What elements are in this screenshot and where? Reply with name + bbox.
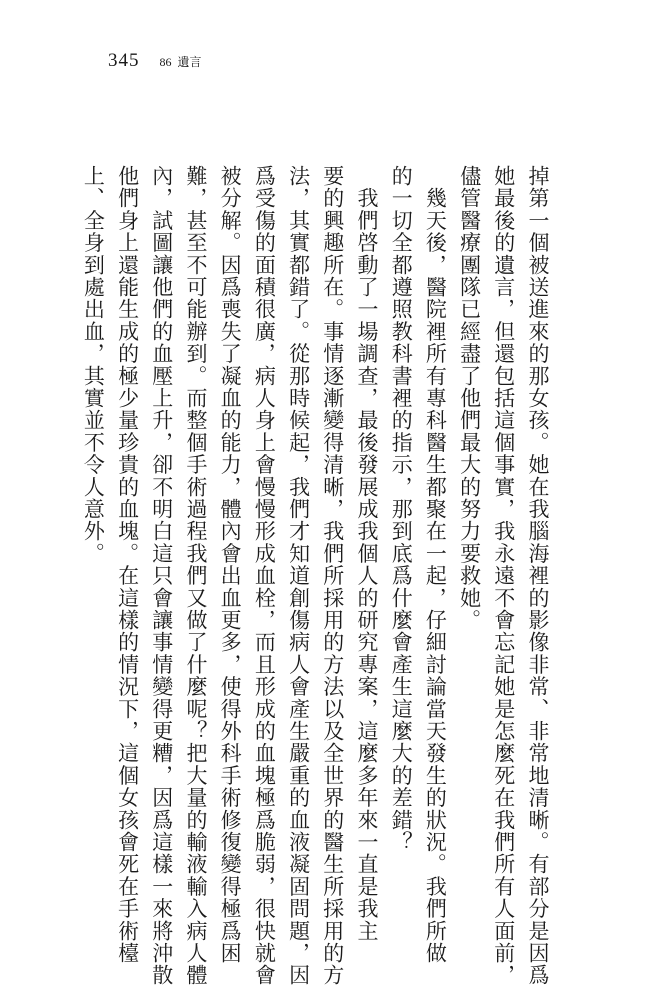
text-line: 掉第一個被送進來的那女孩。她在我腦海裡的影像非常、非常地清晰。有部分是因爲 — [526, 165, 550, 986]
body-text — [76, 165, 555, 986]
running-header — [108, 50, 202, 74]
text-line: 爲受傷的面積很廣，病人身上會慢慢形成血栓，而且形成的血塊極爲脆弱，很快就會 — [252, 165, 277, 986]
text-line: 幾天後，醫院裡所有專科醫生都聚在一起，仔細討論當天發生的狀況。我們所做 — [423, 165, 448, 965]
text-line: 法，其實都錯了。從那時候起，我們才知道創傷病人會產生嚴重的血液凝固問題，因 — [286, 165, 311, 986]
text-line: 難，甚至不可能辦到。而整個手術過程我們又做了什麼呢？把大量的輸液輸入病人體 — [183, 165, 208, 986]
page-number: 345 — [108, 50, 140, 71]
text-line: 她最後的遺言，但還包括這個事實，我永遠不會忘記她是怎麼死在我們所有人面前， — [491, 165, 516, 986]
text-line: 我們啓動了一場調查，最後發展成我個人的研究專案，這麼多年來一直是我主 — [354, 165, 379, 942]
text-line: 要的興趣所在。事情逐漸變得清晰，我們所採用的方法以及全世界的醫生所採用的方 — [320, 165, 345, 986]
text-line: 的一切全都遵照教科書裡的指示，那到底爲什麼會產生這麼大的差錯？ — [389, 165, 414, 854]
text-line: 上、全身到處出血，其實並不令人意外。 — [81, 165, 106, 565]
chapter-heading — [160, 53, 202, 70]
chapter-number: 86 — [159, 55, 172, 69]
chapter-title: 遺言 — [177, 55, 202, 69]
text-line: 被分解。因爲喪失了凝血的能力，體內會出血更多，使得外科手術修復變得極爲困 — [218, 165, 243, 965]
text-line: 內，試圖讓他們的血壓上升，卻不明白這只會讓事情變得更糟，因爲這樣一來將沖散 — [149, 165, 174, 986]
text-line: 他們身上還能生成的極少量珍貴的血塊。在這樣的情況下，這個女孩會死在手術檯 — [115, 165, 140, 965]
text-line: 儘管醫療團隊已經盡了他們最大的努力要救她。 — [457, 165, 482, 632]
